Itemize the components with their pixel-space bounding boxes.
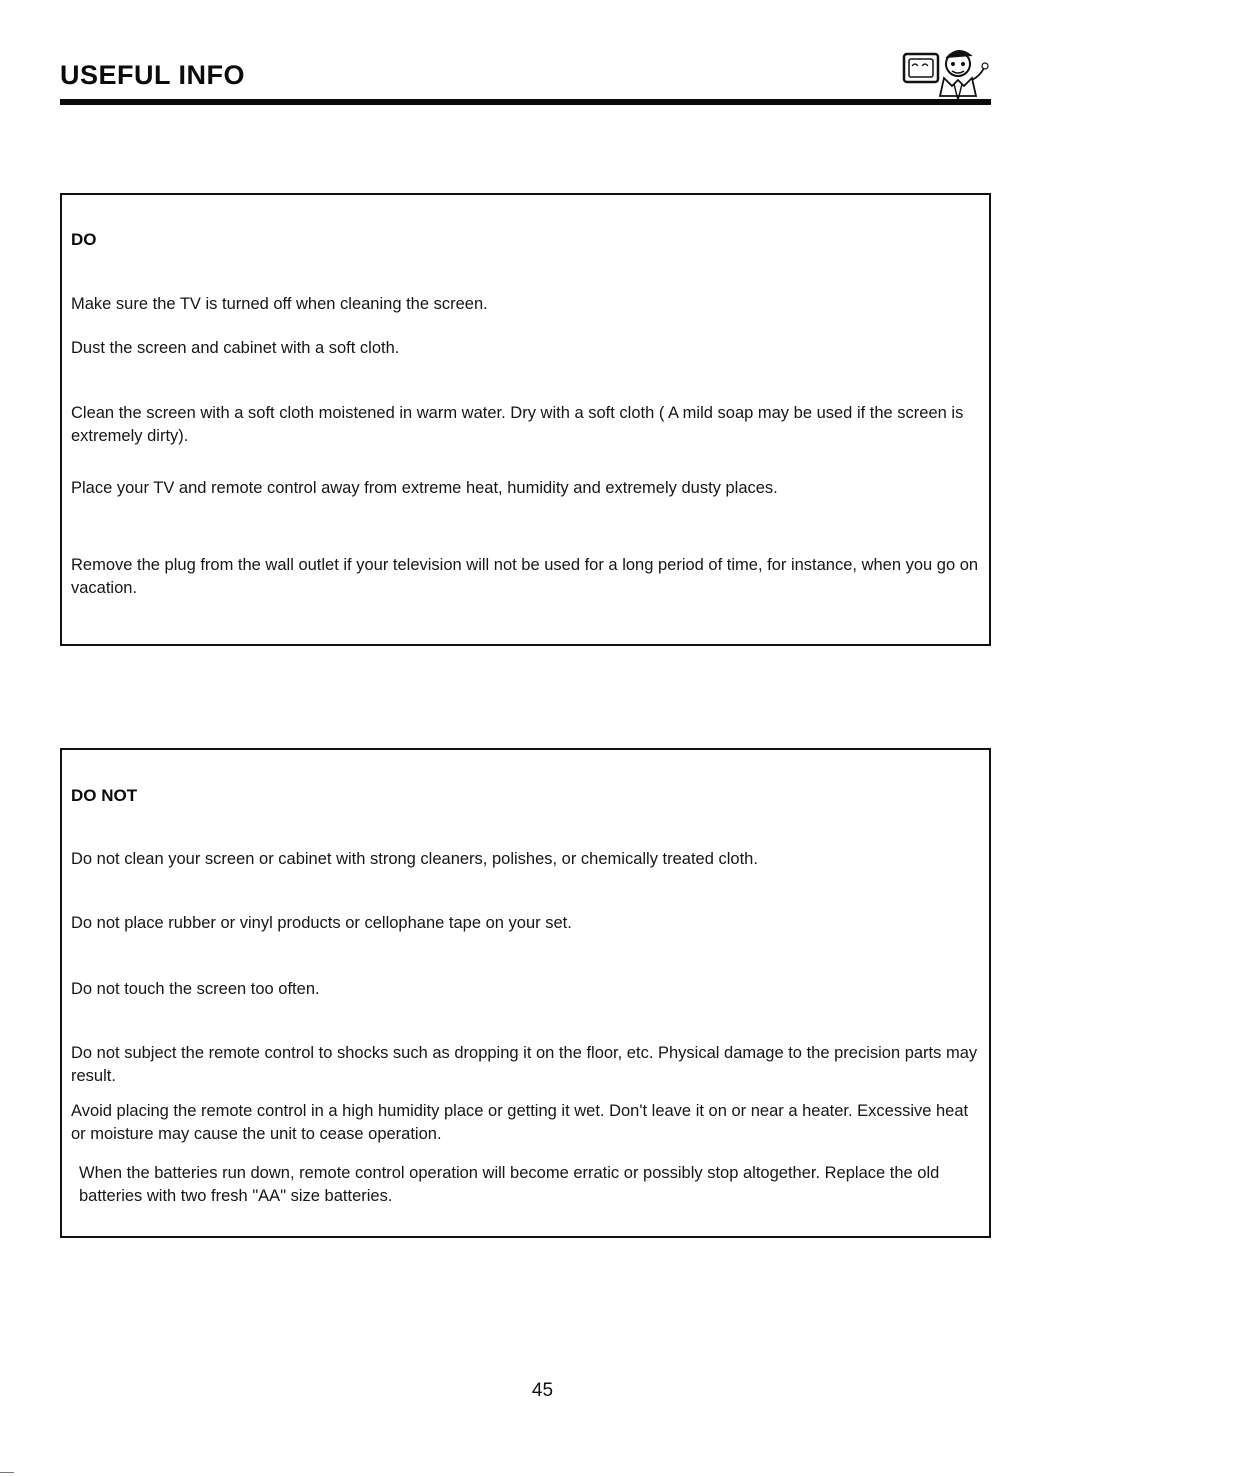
do-item: Dust the screen and cabinet with a soft cloth. [71,339,400,357]
do-item: Clean the screen with a soft cloth moistened in warm water. Dry with a soft cloth ( A mild soap may be used if the screen is extremely dirty). [71,404,964,445]
do-item: Place your TV and remote control away from extreme heat, humidity and extremely dusty places. [71,479,778,497]
do-item: Remove the plug from the wall outlet if your television will not be used for a long period of time, for instance, when you go on vacation. [71,556,979,597]
do-heading: DO [71,230,97,249]
do-not-item: Do not subject the remote control to shocks such as dropping it on the floor, etc. Physical damage to the precision parts may result. [71,1044,978,1085]
header-rule [60,99,991,105]
page-title: USEFUL INFO [60,60,246,90]
do-not-item: Do not touch the screen too often. [71,980,320,998]
tv-mascot-icon [898,44,994,102]
do-item: Make sure the TV is turned off when cleaning the screen. [71,295,488,313]
corner-mark [0,1472,14,1473]
do-not-box [60,748,991,1238]
do-not-item: Do not place rubber or vinyl products or cellophane tape on your set. [71,914,572,932]
do-not-heading: DO NOT [71,786,138,805]
page-number: 45 [531,1380,554,1401]
do-box [60,193,991,646]
do-not-item: When the batteries run down, remote control operation will become erratic or possibly stop altogether. Replace the old batteries with two fresh "AA" size batteries. [79,1164,940,1205]
do-not-item: Avoid placing the remote control in a high humidity place or getting it wet. Don't leave it on or near a heater. Excessive heat or moisture may cause the unit to cease operation. [71,1102,969,1143]
do-not-item: Do not clean your screen or cabinet with strong cleaners, polishes, or chemically treated cloth. [71,850,758,868]
